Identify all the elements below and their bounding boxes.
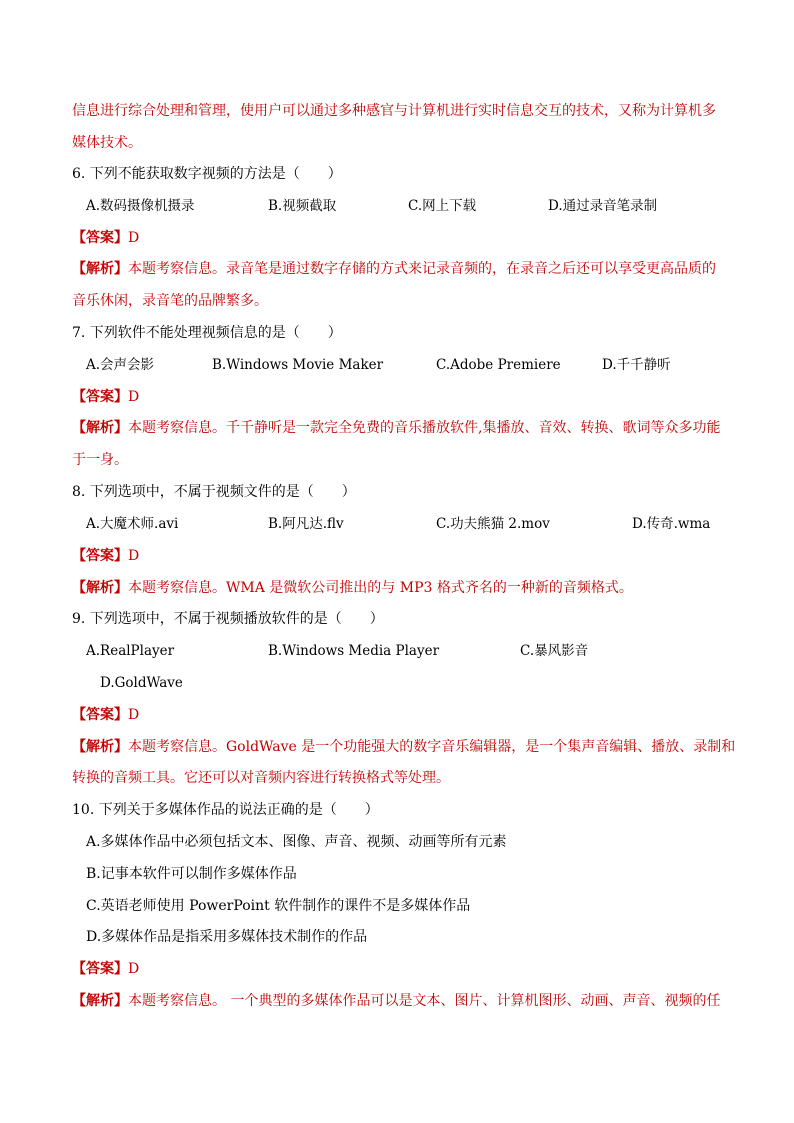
- q10-analysis: [72, 991, 724, 1011]
- q9-option-d: D.GoldWave: [100, 675, 183, 691]
- q9-option-b: B.Windows Media Player: [268, 643, 440, 659]
- q6-analysis: [72, 259, 724, 279]
- q10-option-c: C.英语老师使用 PowerPoint 软件制作的课件不是多媒体作品: [86, 898, 471, 914]
- q6-option-a: A.数码摄像机摄录: [86, 198, 195, 214]
- q6-analysis-text-1: 本题考察信息。录音笔是通过数字存储的方式来记录音频的，在录音之后还可以享受更高品质的: [128, 261, 716, 277]
- answer-tag: 【答案】: [72, 230, 128, 246]
- q9-analysis: [72, 737, 736, 757]
- q7-option-b: B.Windows Movie Maker: [212, 357, 384, 373]
- analysis-tag: 【解析】: [72, 993, 128, 1009]
- q8-answer-value: D: [128, 548, 140, 564]
- analysis-tag: 【解析】: [72, 580, 128, 596]
- q10-analysis-text-1: 本题考察信息。 一个典型的多媒体作品可以是文本、图片、计算机图形、动画、声音、视频的任: [128, 993, 721, 1009]
- q8-stem: 8. 下列选项中，不属于视频文件的是（ ）: [72, 484, 356, 500]
- q7-answer: [72, 387, 724, 407]
- intro-line-1: 信息进行综合处理和管理，使用户可以通过多种感官与计算机进行实时信息交互的技术，又称为计算机多: [72, 103, 716, 119]
- q6-option-d: D.通过录音笔录制: [548, 198, 658, 214]
- q8-option-b: B.阿凡达.flv: [268, 516, 344, 532]
- q9-analysis-text-1: 本题考察信息。GoldWave 是一个功能强大的数字音乐编辑器，是一个集声音编辑、播放、录制和: [128, 739, 736, 755]
- q10-option-b: B.记事本软件可以制作多媒体作品: [86, 866, 297, 882]
- q10-answer: [72, 959, 724, 979]
- q7-answer-value: D: [128, 389, 140, 405]
- q7-analysis-text-2: 于一身。: [72, 452, 128, 468]
- q7-option-c: C.Adobe Premiere: [436, 357, 561, 373]
- q6-stem: 6. 下列不能获取数字视频的方法是（ ）: [72, 166, 342, 182]
- q8-answer: [72, 546, 724, 566]
- q6-answer: [72, 228, 724, 248]
- q10-option-d: D.多媒体作品是指采用多媒体技术制作的作品: [86, 929, 368, 945]
- q7-analysis: [72, 418, 724, 438]
- answer-tag: 【答案】: [72, 961, 128, 977]
- q6-option-b: B.视频截取: [268, 198, 337, 214]
- q10-answer-value: D: [128, 961, 140, 977]
- q7-option-a: A.会声会影: [86, 357, 155, 373]
- answer-tag: 【答案】: [72, 389, 128, 405]
- q8-analysis: [72, 578, 724, 598]
- q9-option-a: A.RealPlayer: [86, 643, 175, 659]
- q6-analysis-text-2: 音乐休闲，录音笔的品牌繁多。: [72, 293, 268, 309]
- q6-answer-value: D: [128, 230, 140, 246]
- q8-option-a: A.大魔术师.avi: [86, 516, 179, 532]
- q10-stem: 10. 下列关于多媒体作品的说法正确的是（ ）: [72, 802, 379, 818]
- q9-stem: 9. 下列选项中，不属于视频播放软件的是（ ）: [72, 611, 384, 627]
- analysis-tag: 【解析】: [72, 261, 128, 277]
- q8-option-c: C.功夫熊猫 2.mov: [436, 516, 550, 532]
- q9-answer: [72, 705, 724, 725]
- q9-option-c: C.暴风影音: [520, 643, 589, 659]
- q6-option-c: C.网上下载: [408, 198, 477, 214]
- answer-tag: 【答案】: [72, 548, 128, 564]
- q9-answer-value: D: [128, 707, 140, 723]
- intro-line-2: 媒体技术。: [72, 135, 142, 151]
- analysis-tag: 【解析】: [72, 739, 128, 755]
- q8-option-d: D.传奇.wma: [632, 516, 711, 532]
- q7-stem: 7. 下列软件不能处理视频信息的是（ ）: [72, 325, 342, 341]
- analysis-tag: 【解析】: [72, 420, 128, 436]
- q10-option-a: A.多媒体作品中必须包括文本、图像、声音、视频、动画等所有元素: [86, 834, 507, 850]
- answer-tag: 【答案】: [72, 707, 128, 723]
- q9-analysis-text-2: 转换的音频工具。它还可以对音频内容进行转换格式等处理。: [72, 770, 450, 786]
- q7-analysis-text-1: 本题考察信息。千千静听是一款完全免费的音乐播放软件,集播放、音效、转换、歌词等众多功能: [128, 420, 721, 436]
- q8-analysis-text-1: 本题考察信息。WMA 是微软公司推出的与 MP3 格式齐名的一种新的音频格式。: [128, 580, 633, 596]
- q7-option-d: D.千千静听: [602, 357, 671, 373]
